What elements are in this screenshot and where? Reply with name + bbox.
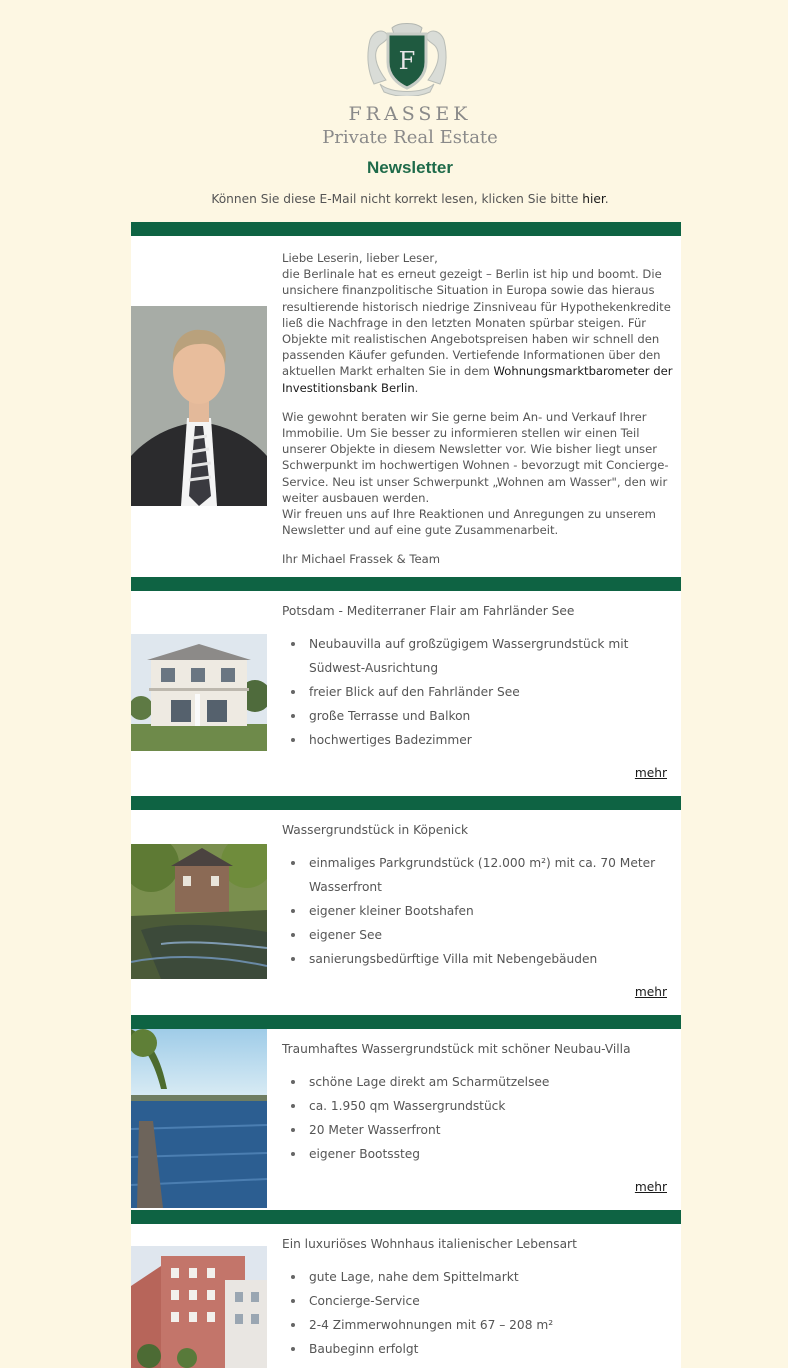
read-note-text: Können Sie diese E-Mail nicht korrekt lesen, klicken Sie bitte (211, 192, 583, 206)
lake-jetty-photo (131, 1029, 267, 1208)
intro-paragraph-1-text: die Berlinale hat es erneut gezeigt – Berlin ist hip und boomt. Die unsichere finanzpolitische Situation in Europa sowie das hieraus resultierende historisch niedrige Zinsniveau für Hypothekenkredite ließ die Nachfrage in den letzten Monaten spürbar steigen. Für Objekte mit realistischen Angebotspreisen haben wir schnell den passenden Käufer gefunden. Vertiefende Informationen über den aktuellen Markt erhalten Sie in dem (282, 267, 671, 379)
market-barometer-link[interactable]: Wohnungsmarktbarometer der Investitionsbank Berlin (282, 364, 673, 395)
more-link[interactable]: mehr (634, 985, 667, 999)
feature-list (282, 1265, 684, 1361)
intro-paragraph-2: Wie gewohnt beraten wir Sie gerne beim An- und Verkauf Ihrer Immobilie. Um Sie besser zu informieren stellen wir einen Teil unserer Objekte in diesem Newsletter vor. Wie bisher liegt unser Schwerpunkt im hochwertigen Wohnen - bevorzugt mit Concierge-Service. Neu ist unser Schwerpunkt „Wohnen am Wasser", den wir weiter ausbauen werden. (282, 409, 669, 505)
section-divider (131, 1015, 681, 1029)
logo-letter: F (398, 47, 416, 75)
residential-building-photo (131, 1246, 267, 1368)
listing-card (131, 1224, 681, 1368)
brand-subtitle: Private Real Estate (322, 127, 498, 148)
section-divider (131, 577, 681, 591)
intro-paragraph-3: Wir freuen uns auf Ihre Reaktionen und Anregungen zu unserem Newsletter und auf eine gute Zusammenarbeit. (282, 507, 656, 538)
feature-item: sanierungsbedürftige Villa mit Nebengebäuden (282, 947, 684, 971)
feature-item: ca. 1.950 qm Wassergrundstück (282, 1094, 684, 1118)
lake-estate-photo (131, 844, 267, 979)
feature-item: hochwertiges Badezimmer (282, 728, 684, 752)
greeting: Liebe Leserin, lieber Leser, (282, 251, 438, 265)
read-online-link[interactable]: hier (582, 192, 605, 206)
feature-item: eigener kleiner Bootshafen (282, 899, 684, 923)
feature-item: 2-4 Zimmerwohnungen mit 67 – 208 m² (282, 1313, 684, 1337)
more-link[interactable]: mehr (634, 766, 667, 780)
feature-item: schöne Lage direkt am Scharmützelsee (282, 1070, 684, 1094)
newsletter-title: Newsletter (367, 158, 453, 177)
listing-card (131, 810, 681, 1015)
intro-paragraph-1 (282, 266, 682, 396)
feature-list (282, 632, 684, 752)
listing-title: Wassergrundstück in Köpenick (282, 823, 469, 837)
section-divider (131, 1210, 681, 1224)
section-divider (131, 222, 681, 236)
feature-item: eigener Bootssteg (282, 1142, 684, 1166)
feature-item: Neubauvilla auf großzügigem Wassergrundstück mit Südwest-Ausrichtung (282, 632, 684, 680)
intro-paragraph-1-end: . (414, 380, 419, 395)
listing-card (131, 591, 681, 796)
intro-section (131, 236, 681, 577)
listing-title: Ein luxuriöses Wohnhaus italienischer Lebensart (282, 1237, 577, 1251)
feature-item: einmaliges Parkgrundstück (12.000 m²) mit ca. 70 Meter Wasserfront (282, 851, 684, 899)
listing-title: Traumhaftes Wassergrundstück mit schöner Neubau-Villa (282, 1042, 631, 1056)
villa-photo (131, 634, 267, 751)
brand-name: FRASSEK (348, 103, 472, 125)
frassek-crest-logo (366, 22, 448, 96)
read-online-note (0, 192, 788, 206)
signature: Ihr Michael Frassek & Team (282, 552, 440, 567)
feature-item: gute Lage, nahe dem Spittelmarkt (282, 1265, 684, 1289)
feature-item: eigener See (282, 923, 684, 947)
feature-list (282, 851, 684, 971)
listing-card (131, 1029, 681, 1210)
intro-text (282, 250, 682, 568)
more-link[interactable]: mehr (634, 1180, 667, 1194)
feature-list (282, 1070, 684, 1166)
read-note-end: . (604, 192, 609, 206)
feature-item: Concierge-Service (282, 1289, 684, 1313)
listing-title: Potsdam - Mediterraner Flair am Fahrländer See (282, 604, 575, 618)
newsletter-header (0, 0, 788, 222)
section-divider (131, 796, 681, 810)
feature-item: Baubeginn erfolgt (282, 1337, 684, 1361)
feature-item: 20 Meter Wasserfront (282, 1118, 684, 1142)
feature-item: große Terrasse und Balkon (282, 704, 684, 728)
portrait-photo (131, 306, 267, 506)
feature-item: freier Blick auf den Fahrländer See (282, 680, 684, 704)
